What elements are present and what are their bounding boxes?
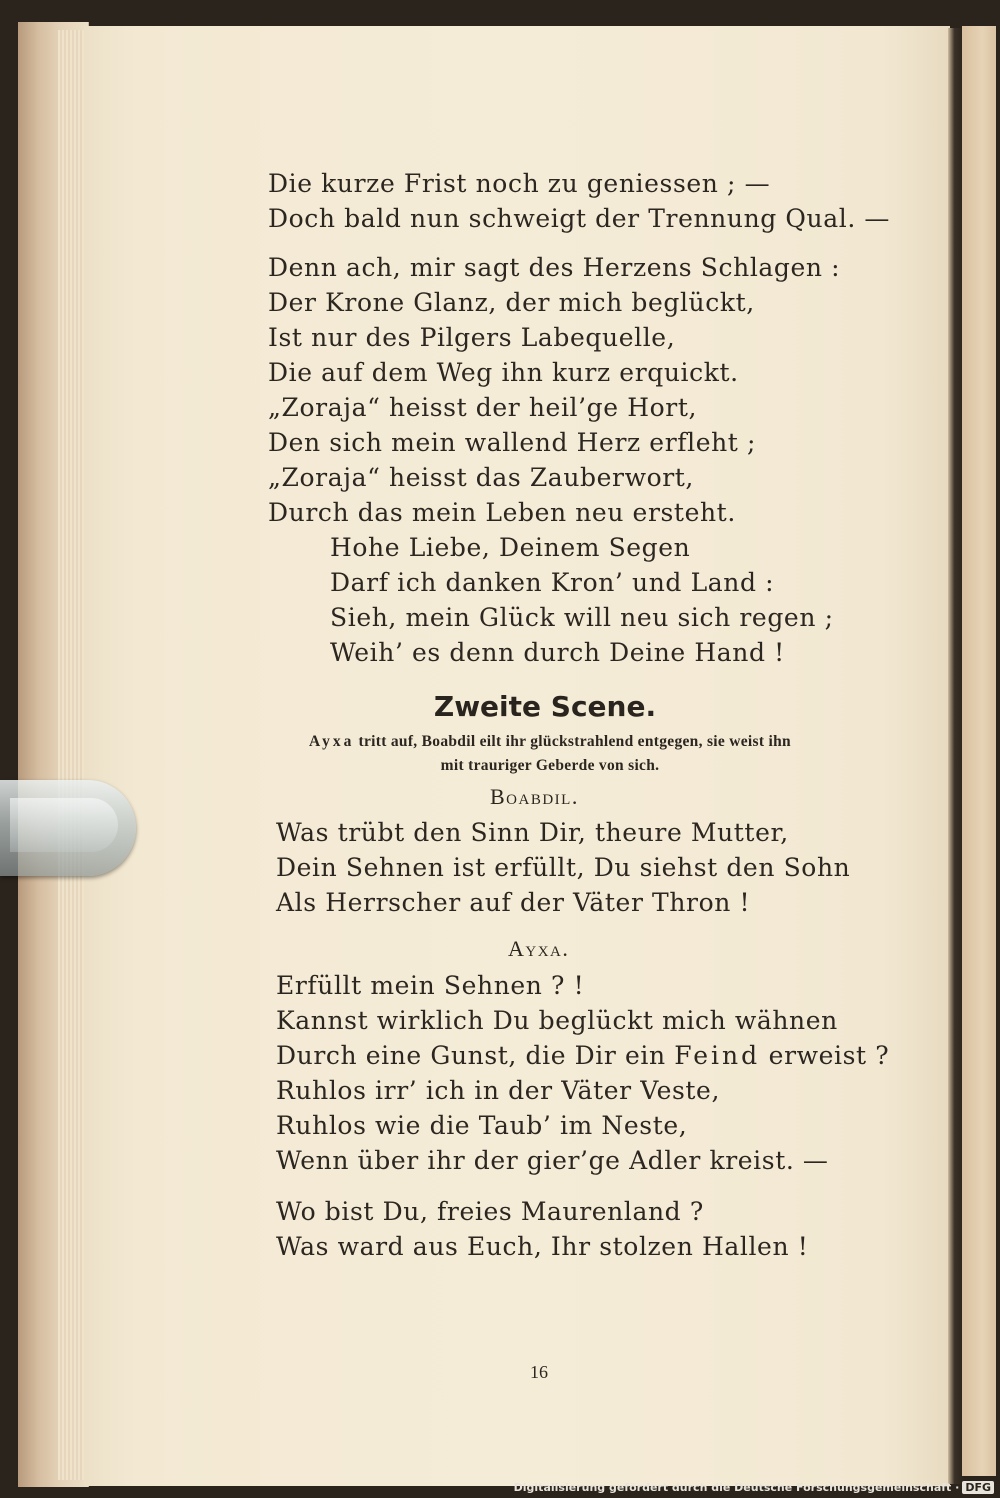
verse-line: Wenn über ihr der gier’ge Adler kreist. — (276, 1146, 829, 1175)
stage-direction-name: Ayxa (309, 733, 355, 750)
verse-line (276, 1038, 889, 1073)
verse-line: „Zoraja“ heisst das Zauberwort, (268, 463, 694, 492)
verse-line: Erfüllt mein Sehnen ? ! (276, 971, 585, 1000)
verse-line: Dein Sehnen ist erfüllt, Du siehst den Sohn (276, 853, 851, 882)
stage-direction-text: tritt auf, Boabdil eilt ihr glückstrahlend entgegen, sie weist ihn (354, 733, 791, 750)
verse-block-1 (268, 166, 890, 236)
verse-block-3 (330, 530, 834, 670)
digitization-footer (514, 1481, 994, 1494)
verse-line: Der Krone Glanz, der mich beglückt, (268, 288, 755, 317)
stage-direction (240, 730, 860, 778)
verse-block-2 (268, 250, 840, 530)
verse-fragment: Durch eine Gunst, die Dir ein (276, 1041, 675, 1070)
verse-line: „Zoraja“ heisst der heil’ge Hort, (268, 393, 698, 422)
verse-line: Doch bald nun schweigt der Trennung Qual. — (268, 204, 891, 233)
verse-fragment: erweist ? (760, 1041, 890, 1070)
verse-line: Was ward aus Euch, Ihr stolzen Hallen ! (276, 1232, 809, 1261)
speech-ayxa (276, 968, 889, 1178)
speech-ayxa-continued (276, 1194, 808, 1264)
verse-line: Wo bist Du, freies Maurenland ? (276, 1197, 704, 1226)
footer-text: Digitalisierung gefördert durch die Deutsche Forschungsgemeinschaft · (513, 1481, 960, 1494)
verse-line: Die kurze Frist noch zu geniessen ; — (268, 169, 771, 198)
right-cover-board (962, 26, 996, 1476)
dfg-logo: DFG (962, 1481, 994, 1494)
page-clip (0, 780, 136, 876)
verse-line: Ruhlos wie die Taub’ im Neste, (276, 1111, 688, 1140)
stage-direction-line-2: mit trauriger Geberde von sich. (440, 757, 660, 774)
speech-boabdil (276, 815, 850, 920)
verse-line: Kannst wirklich Du beglückt mich wähnen (276, 1006, 838, 1035)
verse-line: Sieh, mein Glück will neu sich regen ; (330, 603, 834, 632)
verse-line: Als Herrscher auf der Väter Thron ! (276, 888, 751, 917)
verse-line: Denn ach, mir sagt des Herzens Schlagen : (268, 253, 841, 282)
verse-line: Darf ich danken Kron’ und Land : (330, 568, 775, 597)
stage-direction-line-1 (240, 730, 860, 754)
verse-line: Was trübt den Sinn Dir, theure Mutter, (276, 818, 789, 847)
verse-line: Den sich mein wallend Herz erfleht ; (268, 428, 757, 457)
verse-line: Hohe Liebe, Deinem Segen (330, 533, 691, 562)
speaker-ayxa: Ayxa. (508, 936, 570, 961)
spaced-word-feind: Feind (674, 1041, 761, 1070)
verse-line: Durch das mein Leben neu ersteht. (268, 498, 736, 527)
page-number: 16 (530, 1362, 548, 1382)
verse-line: Weih’ es denn durch Deine Hand ! (330, 638, 785, 667)
verse-line: Ist nur des Pilgers Labequelle, (268, 323, 676, 352)
page-edges (58, 30, 86, 1480)
verse-line: Ruhlos irr’ ich in der Väter Veste, (276, 1076, 720, 1105)
speaker-boabdil: Boabdil. (490, 784, 579, 809)
verse-line: Die auf dem Weg ihn kurz erquickt. (268, 358, 739, 387)
scene-title: Zweite Scene. (433, 690, 657, 723)
